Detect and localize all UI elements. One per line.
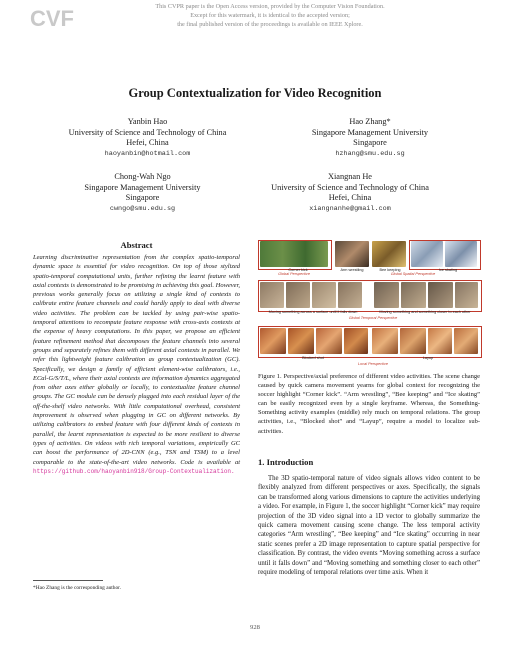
thumb-blocked-shot-2 — [288, 328, 314, 354]
figure-row-temporal — [258, 280, 480, 322]
author-block-1 — [40, 117, 255, 159]
author-name: Chong-Wah Ngo — [114, 172, 171, 181]
page-number: 928 — [250, 624, 260, 631]
author-affiliation: Singapore Management University — [84, 182, 201, 192]
label-corner-kick: Corner kick — [288, 268, 308, 272]
thumb-bee-keeping — [372, 241, 406, 267]
author-name: Xiangnan He — [327, 172, 372, 181]
author-location: Hefei, China — [328, 193, 372, 202]
label-moving-closer: Moving something and something closer to each other — [379, 310, 471, 314]
thumb-blocked-shot-4 — [344, 328, 368, 354]
thumb-ss-6 — [401, 282, 426, 308]
thumb-ss-2 — [286, 282, 310, 308]
author-name: Hao Zhang* — [349, 117, 391, 126]
abstract-text: Learning discriminative representation from the complex spatio-temporal dynamic space is essential for video recognition. On top of those stylized spatio-temporal computational units, further refining the learnt feature with axial contexts is demonstrated to be promising in achieving this goal. However, previous works generally focus on utilizing a single kind of contexts to calibrate entire feature channels and could hardly apply to deal with diverse video activities. The problem can be tackled by using pair-wise spatio-temporal attentions to recompute feature response with cross-axis contexts at the expense of heavy computations. In this paper, we propose an efficient feature refinement method that decomposes the feature channels into several groups and separately refines them with different axial contexts in parallel. We refer this lightweight feature calibration as group contextualization (GC). Specifically, we design a family of efficient element-wise calibrators, i.e., ECal-G/S/T/L, where their axial contexts are information dynamics aggregated from other axes either globally or locally, to contextualize feature channel groups. The GC module can be densely plugged into each residual layer of the off-the-shelf video networks. With little computational overhead, consistent improvement is observed when plugging in GC on different networks. By utilizing calibrators to embed feature with four different kinds of contexts in parallel, the learnt representation is expected to be more resilient to diverse types of activities. On videos with rich temporal variations, empirically GC can boost the performance of 2D-CNN (e.g., TSN and TSM) to a level comparable to the state-of-the-art video networks. Code is available at — [33, 254, 240, 466]
bar-global: Global Perspective — [278, 272, 310, 276]
cvf-logo-text: CVF — [30, 6, 74, 31]
thumb-layup-1 — [372, 328, 398, 354]
thumb-blocked-shot-1 — [260, 328, 286, 354]
author-affiliation: Singapore Management University — [311, 127, 429, 137]
label-bee-keeping: Bee keeping — [379, 268, 401, 272]
thumb-ss-3 — [312, 282, 336, 308]
author-location: Hefei, China — [126, 138, 169, 147]
author-name: Yanbin Hao — [127, 117, 168, 126]
thumb-arm-wrestling — [335, 241, 369, 267]
label-layup: Layup — [422, 356, 434, 360]
bar-global-spatial: Global Spatial Perspective — [390, 272, 436, 276]
intro-heading: 1. Introduction — [258, 457, 314, 467]
figure-1 — [258, 240, 480, 368]
watermark-line-1: This CVPR paper is the Open Access version, provided by the Computer Vision Foundation. — [155, 3, 385, 10]
watermark-line-3: the final published version of the proceedings is available on IEEE Xplore. — [177, 21, 363, 28]
thumb-corner-kick — [260, 241, 328, 267]
author-location: Singapore — [353, 138, 387, 147]
thumb-ice-skating-2 — [445, 241, 477, 267]
label-arm-wrestling: Arm wrestling — [340, 268, 364, 272]
thumb-blocked-shot-3 — [316, 328, 342, 354]
thumb-layup-4 — [454, 328, 478, 354]
label-blocked-shot: Blocked shot — [302, 356, 324, 360]
author-block-4 — [240, 172, 460, 214]
watermark-line-2: Except for this watermark, it is identical to the accepted version; — [190, 12, 350, 19]
author-affiliation: University of Science and Technology of China — [68, 127, 227, 137]
thumb-ss-8 — [455, 282, 478, 308]
intro-body: The 3D spatio-temporal nature of video signals allows video content to be flexibly analyzed from different perspectives or axes. Specifically, the signals can be transformed along various dimensions to capture the activities underlying a video. For example, in Figure 1, the soccer highlight “Corner kick” may require projection of the 3D video signal into a 1D vector to globally summarize the quick camera movement causing scene change. The less temporal activity categories “Arm wrestling”, “Bee keeping” and “Ice skating” occurring in near static scenes prefer a 2D image representation to capture spatial perspective for classification. By contrast, the video events “Moving something across a surface until it falls down” and “Moving something and something closer to each other” require modeling of temporal relations over time axis. When it — [258, 475, 480, 577]
footnote-divider — [33, 580, 103, 581]
abstract-heading: Abstract — [120, 240, 153, 250]
author-email[interactable]: xiangnanhe@gmail.com — [309, 204, 391, 213]
author-email[interactable]: hzhang@smu.edu.sg — [335, 149, 405, 158]
abstract-body — [33, 253, 240, 476]
code-link[interactable]: https://github.com/haoyanbin918/Group-Contextualization. — [33, 467, 235, 475]
footnote: *Hao Zhang is the corresponding author. — [33, 585, 122, 591]
author-block-2 — [270, 117, 470, 159]
bar-local: Local Perspective — [358, 362, 388, 366]
thumb-ss-1 — [260, 282, 284, 308]
thumb-ss-4 — [338, 282, 362, 308]
thumb-ss-7 — [428, 282, 453, 308]
author-block-3 — [55, 172, 230, 214]
label-ice-skating: Ice skating — [438, 268, 458, 272]
bar-temporal: Global Temporal Perspective — [348, 316, 398, 320]
thumb-layup-2 — [400, 328, 426, 354]
cvf-logo — [30, 5, 76, 31]
label-moving-across: Moving something across a surface until it falls down — [268, 310, 358, 314]
author-location: Singapore — [125, 193, 160, 202]
thumb-layup-3 — [428, 328, 452, 354]
author-affiliation: University of Science and Technology of China — [271, 182, 429, 192]
figure-caption: Figure 1. Perspective/axial preference of different video activities. The scene change caused by quick camera movement yearns for global context for recognizing the soccer highlight “Corner kick”. “Arm wrestling”, “Bee keeping” and “Ice skating” can be easily recognized even by a single keyframe. Whereas, the Something-Something activity examples (middle) rely much on temporal relations. The group activities, i.e., “Blocked shot” and “Layup”, require a model to localize sub-activities. — [258, 373, 480, 435]
author-email[interactable]: cwngo@smu.edu.sg — [109, 204, 176, 213]
thumb-ss-5 — [374, 282, 399, 308]
thumb-ice-skating-1 — [411, 241, 443, 267]
figure-row-local — [258, 326, 480, 368]
paper-title: Group Contextualization for Video Recognition — [128, 86, 382, 100]
figure-row-global — [258, 240, 480, 276]
author-email[interactable]: haoyanbin@hotmail.com — [104, 149, 191, 158]
